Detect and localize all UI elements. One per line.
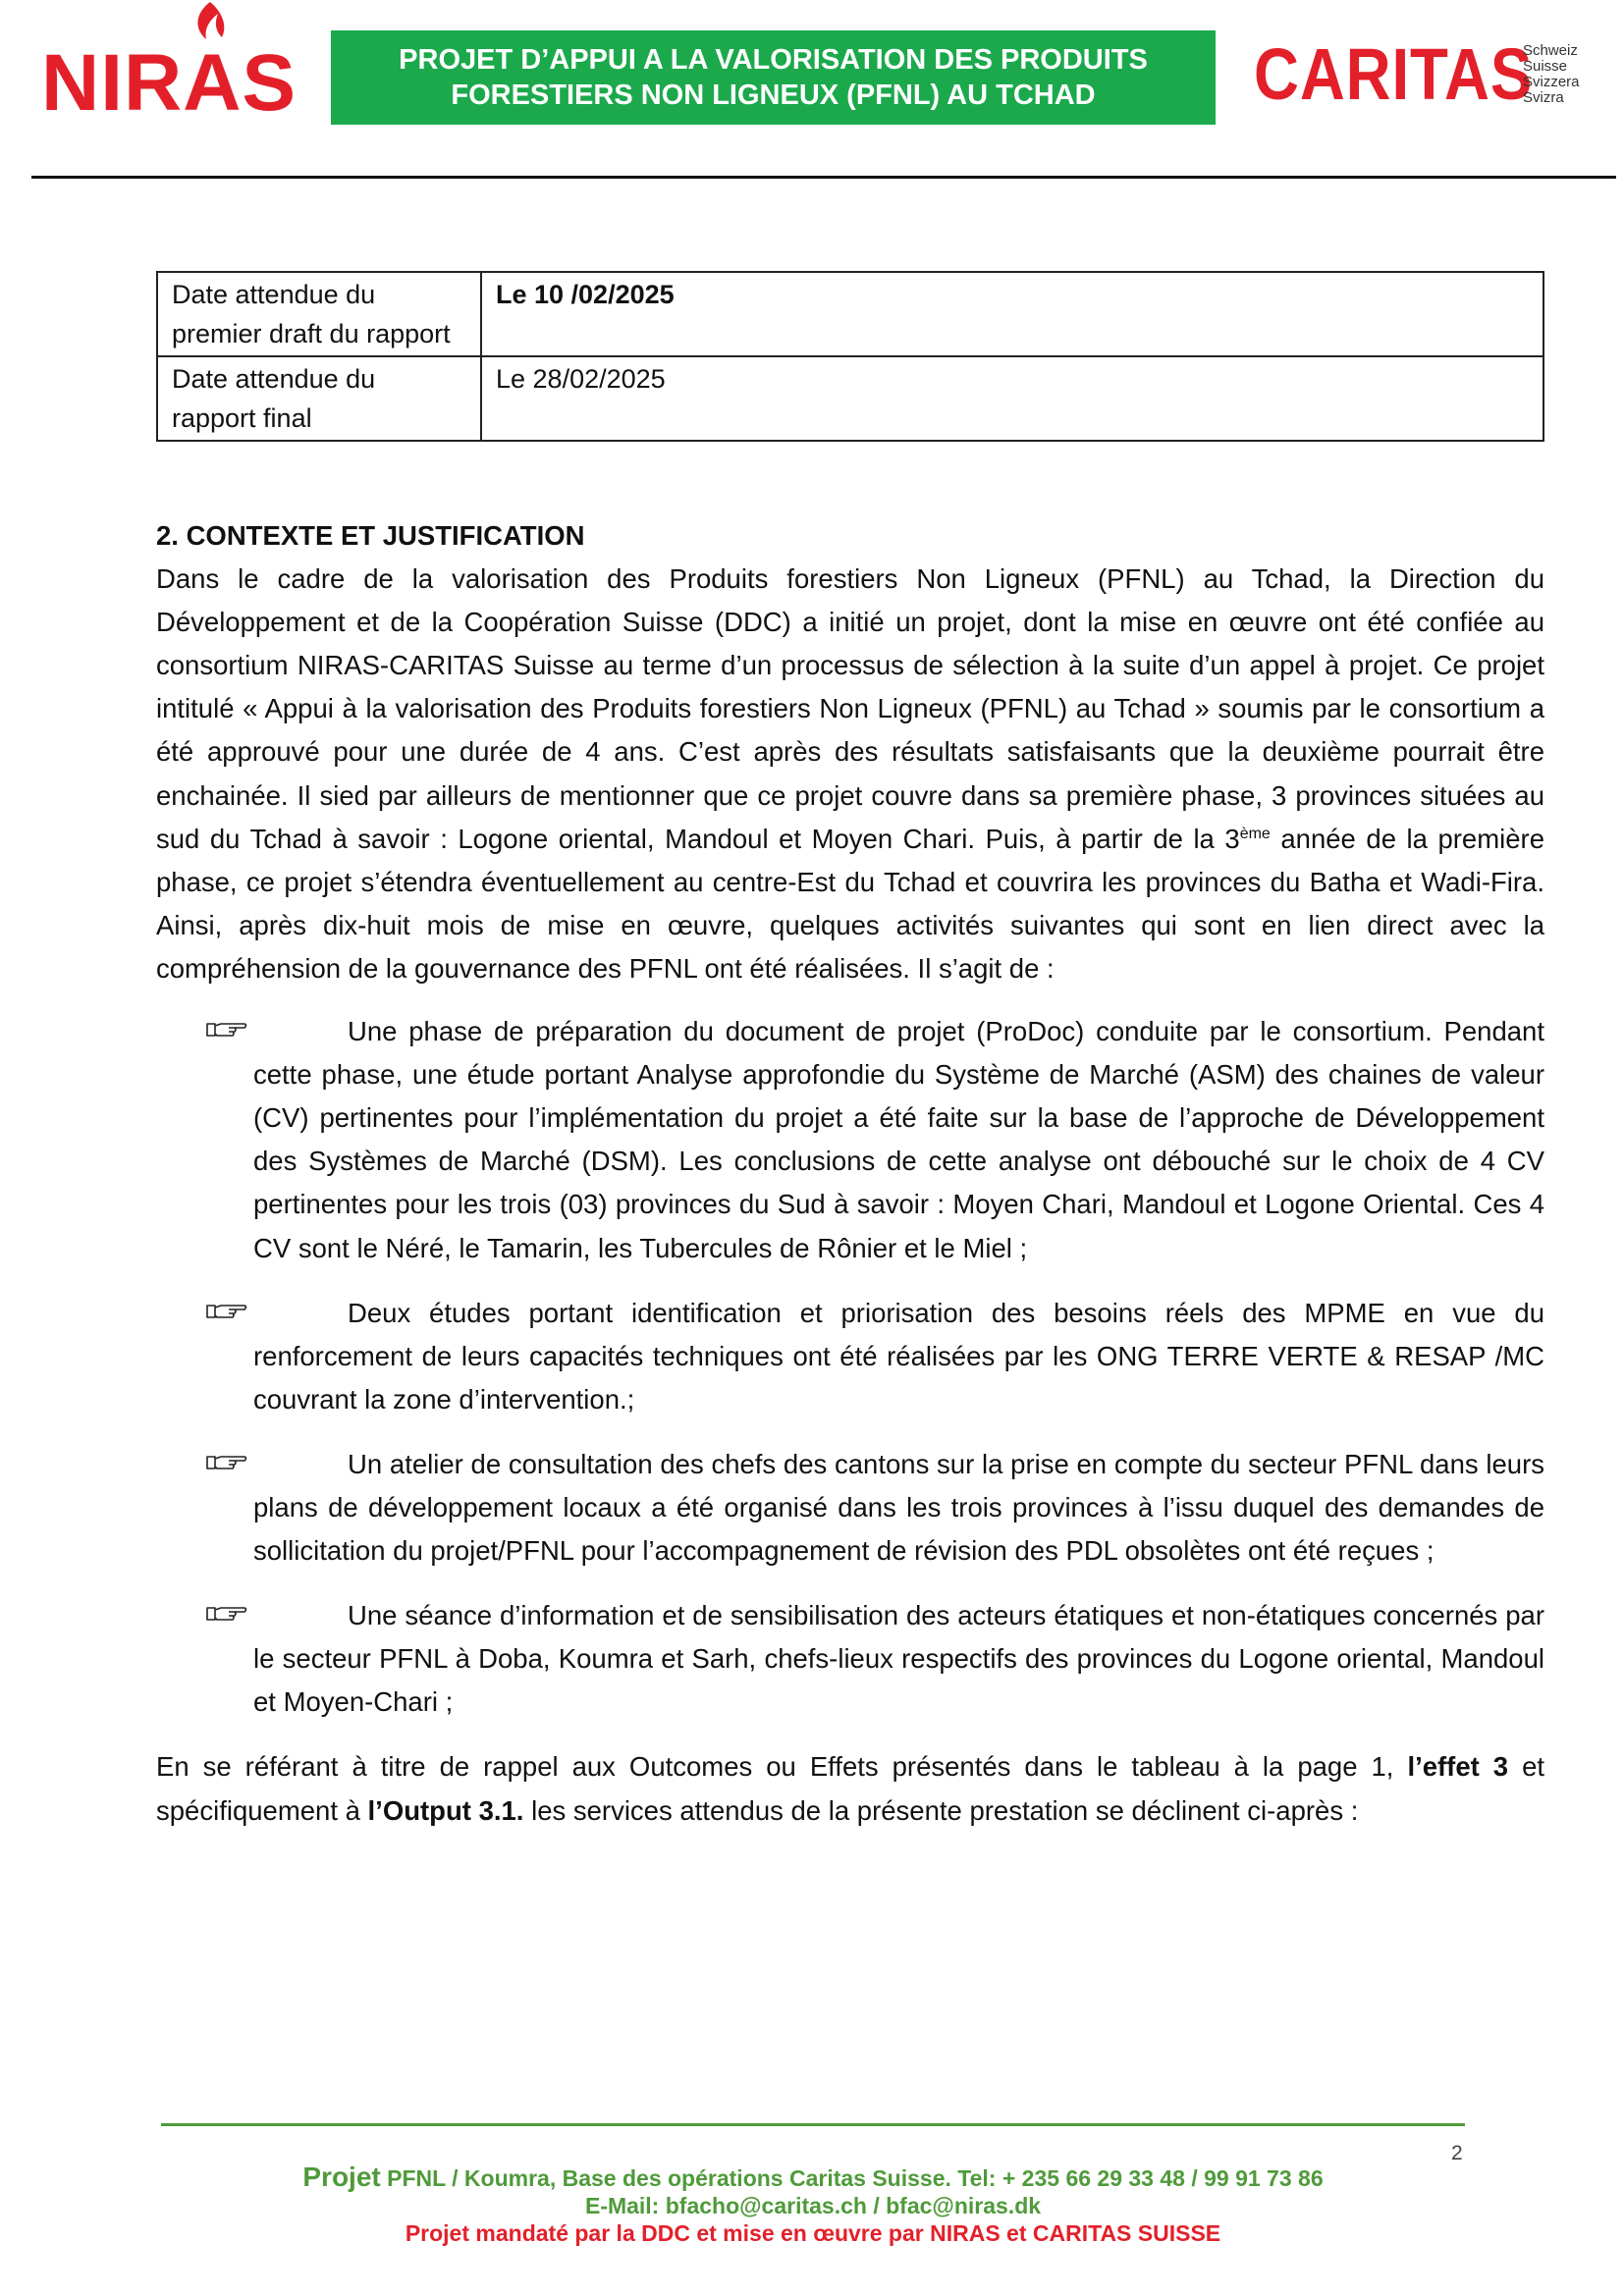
niras-logo-text: NIRAS [41, 38, 298, 128]
intro-text: Dans le cadre de la valorisation des Produits forestiers Non Ligneux (PFNL) au Tchad, la Direction du Développement et de la Coopération Suisse (DDC) a initié un projet, dont la mise en œuvre ont été confiée au consortium NIRAS-CARITAS Suisse au terme d’un processus de sélection à la suite d’un appel à projet. Ce projet intitulé « Appui à la valorisation des Produits forestiers Non Ligneux (PFNL) au Tchad » soumis par le consortium a été approuvé pour une durée de 4 ans. C’est après des résultats satisfaisants que la deuxième pourrait être enchainée. Il sied par ailleurs de mentionner que ce projet couvre dans sa première phase, 3 provinces situées au sud du Tchad à savoir : Logone oriental, Mandoul et Moyen Chari. Puis, à partir de la 3 [156, 563, 1544, 854]
ordinal-superscript: ème [1239, 825, 1271, 842]
footer-email-line: E-Mail: bfacho@caritas.ch / bfac@niras.dk [584, 2193, 1042, 2218]
caritas-logo [1254, 33, 1588, 115]
pointing-hand-icon [205, 1602, 248, 1624]
header-divider [31, 176, 1616, 179]
table-row [157, 356, 1543, 441]
list-item-text: Un atelier de consultation des chefs des cantons sur la prise en compte du secteur PFNL dans leurs plans de développement locaux a été organisé dans les trois provinces à l’issu duquel des demandes de sollicitation du projet/PFNL pour l’accompagnement de révision des PDL obsolètes ont été reçues ; [253, 1448, 1544, 1567]
footer-mandate-line: Projet mandaté par la DDC et mise en œuvre par NIRAS et CARITAS SUISSE [405, 2220, 1221, 2246]
table-cell-label: Date attendue du premier draft du rapport [157, 272, 481, 356]
list-item-text: Deux études portant identification et priorisation des besoins réels des MPME en vue du renforcement de leurs capacités techniques ont été réalisées par les ONG TERRE VERTE & RESAP /MC couvrant la zone d’intervention.; [253, 1297, 1544, 1415]
closing-text: En se référant à titre de rappel aux Outcomes ou Effets présentés dans le tableau à la page 1, [156, 1751, 1408, 1783]
table-cell-label: Date attendue du rapport final [157, 356, 481, 441]
caritas-lang: Svizzera [1523, 74, 1580, 90]
list-item-text: Une séance d’information et de sensibilisation des acteurs étatiques et non-étatiques concernés par le secteur PFNL à Doba, Koumra et Sarh, chefs-lieux respectifs des provinces du Logone oriental, Mandoul et Moyen-Chari ; [253, 1600, 1544, 1718]
list-item [156, 1292, 1544, 1421]
header-banner-line1: PROJET D’APPUI A LA VALORISATION DES PRODUITS [399, 44, 1148, 76]
list-item [156, 1443, 1544, 1573]
list-item [156, 1010, 1544, 1270]
page-number: 2 [1451, 2142, 1463, 2164]
header-banner [331, 30, 1216, 125]
closing-paragraph [156, 1745, 1544, 1832]
table-cell-value: Le 28/02/2025 [481, 356, 1543, 441]
list-item [156, 1594, 1544, 1724]
caritas-lang: Schweiz [1523, 42, 1578, 59]
closing-text: les services attendus de la présente prestation se déclinent ci-après : [523, 1794, 1359, 1826]
section-title: 2. CONTEXTE ET JUSTIFICATION [156, 520, 585, 551]
caritas-logo-languages [1523, 43, 1580, 106]
activities-list [156, 1010, 1544, 1724]
table-cell-value: Le 10 /02/2025 [481, 272, 1543, 356]
closing-text: et spécifiquement à [156, 1751, 1545, 1826]
niras-logo [41, 22, 302, 128]
closing-emphasis-effect: l’effet 3 [1407, 1751, 1509, 1783]
pointing-hand-icon [205, 1451, 248, 1472]
table-row [157, 272, 1543, 356]
caritas-lang: Suisse [1523, 58, 1568, 75]
footer-divider [161, 2123, 1465, 2126]
pointing-hand-icon [205, 1300, 248, 1321]
footer-project-word: Projet [302, 2162, 381, 2192]
caritas-logo-text: CARITAS [1254, 33, 1534, 115]
header-banner-line2: FORESTIERS NON LIGNEUX (PFNL) AU TCHAD [451, 80, 1096, 111]
pointing-hand-icon [205, 1018, 248, 1040]
main-content [156, 514, 1544, 1833]
footer-contact-line [161, 2163, 1465, 2193]
footer-contact-text: PFNL / Koumra, Base des opérations Caritas Suisse. Tel: + 235 66 29 33 48 / 99 91 73 86 [380, 2165, 1324, 2191]
intro-paragraph [156, 558, 1544, 990]
dates-table [156, 271, 1544, 442]
list-item-text: Une phase de préparation du document de projet (ProDoc) conduite par le consortium. Pendant cette phase, une étude portant Analyse approfondie du Système de Marché (ASM) des chaines de valeur (CV) pertinentes pour l’implémentation du projet a été faite sur la base de l’approche de Développement des Systèmes de Marché (DSM). Les conclusions de cette analyse ont débouché sur le choix de 4 CV pertinentes pour les trois (03) provinces du Sud à savoir : Moyen Chari, Mandoul et Logone Oriental. Ces 4 CV sont le Néré, le Tamarin, les Tubercules de Rônier et le Miel ; [253, 1016, 1544, 1263]
footer [161, 2163, 1465, 2248]
caritas-lang: Svizra [1523, 89, 1564, 106]
intro-text-continued: année de la première phase, ce projet s’étendra éventuellement au centre-Est du Tchad et couvrira les provinces du Batha et Wadi-Fira. Ainsi, après dix-huit mois de mise en œuvre, quelques activités suivantes qui sont en lien direct avec la compréhension de la gouvernance des PFNL ont été réalisées. Il s’agit de : [156, 823, 1544, 984]
closing-emphasis-output: l’Output 3.1. [367, 1794, 524, 1826]
